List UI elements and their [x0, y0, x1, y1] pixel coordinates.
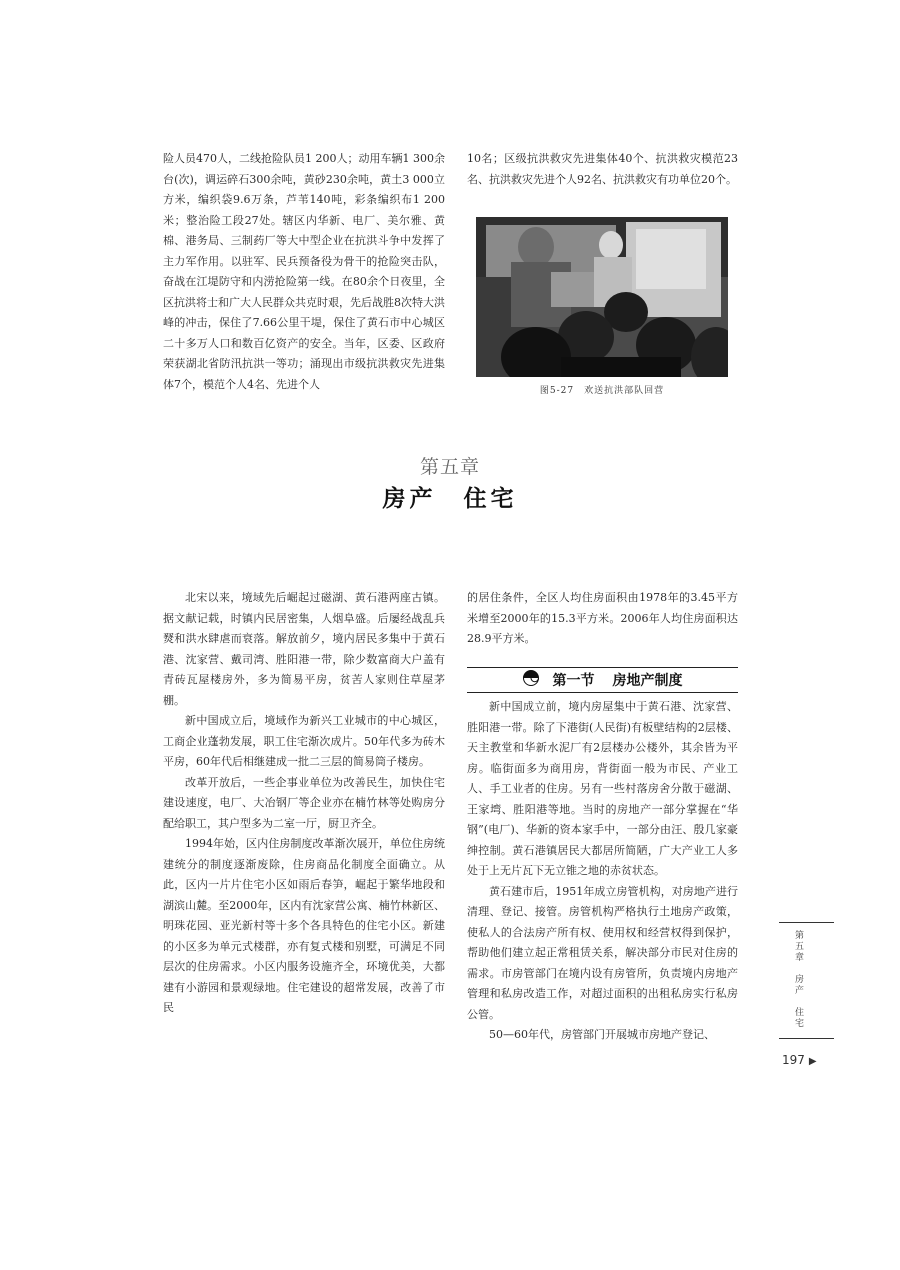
- page-number: 197: [782, 1053, 805, 1067]
- photo-caption: 图5-27 欢送抗洪部队回营: [539, 386, 665, 396]
- bottom-right-column-body: [467, 697, 738, 1046]
- paragraph: 北宋以来，境域先后崛起过磁湖、黄石港两座古镇。据文献记载，时镇内民居密集，人烟阜盛。后屡经战乱兵燹和洪水肆虐而衰落。解放前夕，境内居民多集中于黄石港、沈家营、戴司湾、胜阳港一带，除少数富商大户盖有青砖瓦屋楼房外，多为简易平房，贫苦人家则住草屋茅棚。: [163, 591, 445, 707]
- page-number-block: [782, 1053, 817, 1067]
- paragraph: 改革开放后，一些企事业单位为改善民生，加快住宅建设速度，电厂、大冶钢厂等企业亦在楠竹林等处购房分配给职工，其户型多为二室一厅，厨卫齐全。: [163, 775, 445, 830]
- yin-yang-icon: [523, 670, 539, 690]
- paragraph: 的居住条件，全区人均住房面积由1978年的3.45平方米增至2000年的15.3平方米。2006年人均住房面积达28.9平方米。: [467, 591, 738, 645]
- paragraph: 新中国成立后，境域作为新兴工业城市的中心城区，工商企业蓬勃发展，职工住宅渐次成片。50年代多为砖木平房，60年代后相继建成一批二三层的简易筒子楼房。: [163, 714, 445, 768]
- paragraph: 1994年始，区内住房制度改革渐次展开，单位住房统建统分的制度逐渐废除，住房商品化制度全面确立。从此，区内一片片住宅小区如雨后春笋，崛起于繁华地段和湖滨山麓。至2000年，区内有沈家营公寓、楠竹林新区、明珠花园、亚光新村等十多个各具特色的住宅小区。新建的小区多为单元式楼群，亦有复式楼和别墅，可满足不同层次的住房需求。小区内服务设施齐全，环境优美，大都建有小游园和景观绿地。住宅建设的超常发展，改善了市民: [163, 837, 445, 1014]
- paragraph: 险人员470人，二线抢险队员1 200人；动用车辆1 300余台(次)，调运碎石300余吨，黄砂230余吨，黄土3 000立方米，编织袋9.6万条，芦苇140吨，彩条编织布1 200米；整治险工段27处。辖区内华新、电厂、美尔雅、黄棉、港务局、三制药厂等大中型企业在抗洪斗争中发挥了主力军作用。以驻军、民兵预备役为骨干的抢险突击队，奋战在江堤防守和内涝抢险第一线。在80余个日夜里，全区抗洪将士和广大人民群众共克时艰，先后战胜8次特大洪峰的冲击，保住了7.66公里干堤，保住了黄石市中心城区二十多万人口和数百亿资产的安全。当年，区委、区政府荣获湖北省防汛抗洪一等功；涌现出市级抗洪救灾先进集体7个，模范个人4名、先进个人: [163, 152, 445, 391]
- section-title: 房地产制度: [612, 673, 683, 689]
- triangle-right-icon: ▶: [808, 1056, 817, 1067]
- bottom-left-column: [163, 588, 445, 1019]
- chapter-side-tab-label: 第五章 房产 住宅: [793, 930, 803, 1029]
- top-left-column: [163, 149, 445, 395]
- paragraph: 50—60年代，房管部门开展城市房地产登记、: [489, 1028, 715, 1041]
- paragraph: 黄石建市后，1951年成立房管机构，对房地产进行清理、登记、接管。房管机构严格执行土地房产政策，使私人的合法房产所有权、使用权和经营权得到保护，帮助他们建立起正常租赁关系，解决部分市民对住房的需求。市房管部门在境内设有房管所，负责境内房地产管理和私房改造工作，对超过面积的出租私房实行私房公管。: [467, 884, 738, 1021]
- paragraph: 10名；区级抗洪救灾先进集体40个、抗洪救灾模范23名、抗洪救灾先进个人92名、抗洪救灾有功单位20个。: [467, 152, 738, 186]
- paragraph: 新中国成立前，境内房屋集中于黄石港、沈家营、胜阳港一带。除了下港街(人民街)有板壁结构的2层楼、天主教堂和华新水泥厂有2层楼办公楼外，其余皆为平房。临街面多为商用房，背街面一般为市民、产业工人、手工业者的住房。另有一些村落房舍分散于磁湖、王家塆、胜阳港等地。当时的房地产一部分掌握在“华钢”(电厂)、华新的资本家手中，一部分由汪、殷几家豪绅控制。黄石港镇居民大都居所简陋，广大产业工人多处于上无片瓦下无立锥之地的赤贫状态。: [467, 700, 738, 877]
- chapter-number: 第五章: [419, 456, 480, 478]
- section-heading: [467, 667, 738, 693]
- bottom-right-column-top: [467, 588, 738, 650]
- photo-flood-troops-farewell: [476, 217, 728, 377]
- top-right-column: [467, 149, 738, 190]
- section-label: 第一节: [552, 673, 595, 689]
- photo-image: [476, 217, 728, 377]
- chapter-title: 房产 住宅: [382, 486, 518, 512]
